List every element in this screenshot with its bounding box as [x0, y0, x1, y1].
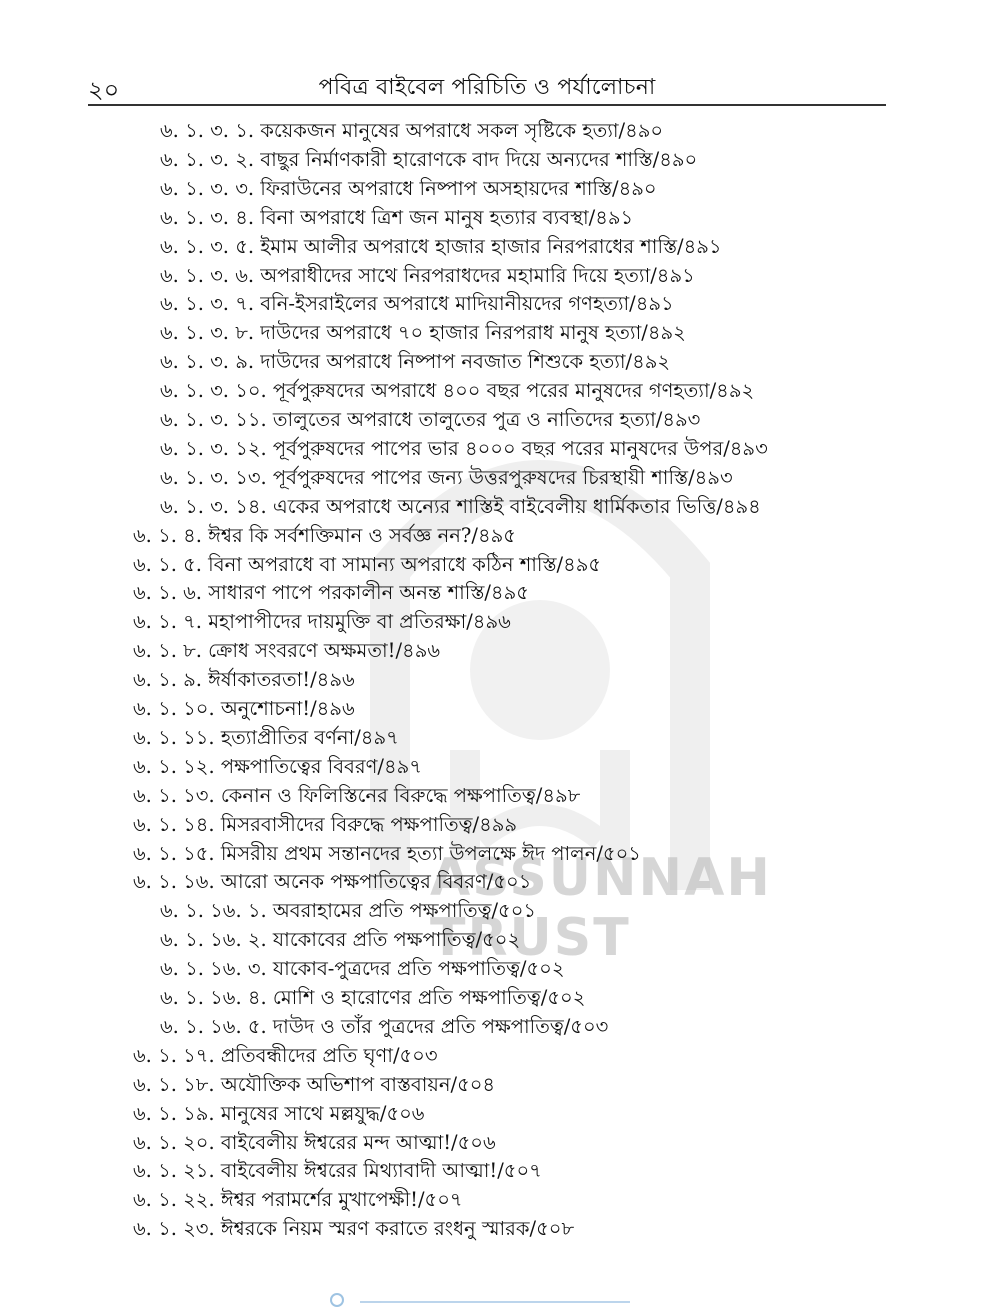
toc-entry: ৬. ১. ২৩. ঈশ্বরকে নিয়ম স্মরণ করাতে রংধনু স্মারক/৫০৮: [133, 1217, 575, 1241]
toc-entry: ৬. ১. ৩. ১২. পূর্বপুরুষদের পাপের ভার ৪০০০ বছর পরের মানুষদের উপর/৪৯৩: [160, 436, 768, 460]
toc-entry: ৬. ১. ১৭. প্রতিবন্ধীদের প্রতি ঘৃণা/৫০৩: [133, 1043, 438, 1067]
page-number: ২০: [88, 76, 120, 104]
toc-entry: ৬. ১. ৫. বিনা অপরাধে বা সামান্য অপরাধে কঠিন শাস্তি/৪৯৫: [133, 552, 602, 576]
toc-entry: ৬. ১. ১৮. অযৌক্তিক অভিশাপ বাস্তবায়ন/৫০৪: [133, 1072, 496, 1096]
toc-entry: ৬. ১. ২০. বাইবেলীয় ঈশ্বরের মন্দ আত্মা!/৫০৬: [133, 1130, 496, 1154]
toc-entry: ৬. ১. ৩. ১৪. একের অপরাধে অন্যের শাস্তিই বাইবেলীয় ধার্মিকতার ভিত্তি/৪৯৪: [160, 494, 761, 518]
toc-entry: ৬. ১. ৩. ৯. দাউদের অপরাধে নিষ্পাপ নবজাত শিশুকে হত্যা/৪৯২: [160, 350, 671, 374]
toc-entry: ৬. ১. ১৬. ৫. দাউদ ও তাঁর পুত্রদের প্রতি পক্ষপাতিত্ব/৫০৩: [160, 1014, 609, 1038]
footer-divider: [360, 1301, 630, 1303]
book-title: পবিত্র বাইবেল পরিচিতি ও পর্যালোচনা: [318, 75, 656, 100]
toc-entry: ৬. ১. ৯. ঈর্ষাকাতরতা!/৪৯৬: [133, 668, 355, 692]
toc-entry: ৬. ১. ৮. ক্রোধ সংবরণে অক্ষমতা!/৪৯৬: [133, 639, 441, 663]
toc-entry: ৬. ১. ৩. ৮. দাউদের অপরাধে ৭০ হাজার নিরপরাধ মানুষ হত্যা/৪৯২: [160, 321, 686, 345]
toc-entry: ৬. ১. ১৩. কেনান ও ফিলিস্তিনের বিরুদ্ধে পক্ষপাতিত্ব/৪৯৮: [133, 783, 581, 807]
toc-entry: ৬. ১. ২২. ঈশ্বর পরামর্শের মুখাপেক্ষী!/৫০৭: [133, 1188, 463, 1212]
toc-entry: ৬. ১. ২১. বাইবেলীয় ঈশ্বরের মিথ্যাবাদী আত্মা!/৫০৭: [133, 1159, 542, 1183]
toc-entry: ৬. ১. ১৬. ২. যাকোবের প্রতি পক্ষপাতিত্ব/৫০২: [160, 928, 521, 952]
toc-entry: ৬. ১. ১০. অনুশোচনা!/৪৯৬: [133, 697, 355, 720]
page-header: [88, 70, 886, 106]
toc-entry: ৬. ১. ৩. ১৩. পূর্বপুরুষদের পাপের জন্য উত্তরপুরুষদের চিরস্থায়ী শাস্তি/৪৯৩: [160, 465, 733, 489]
toc-entry: ৬. ১. ৩. ৪. বিনা অপরাধে ত্রিশ জন মানুষ হত্যার ব্যবস্থা/৪৯১: [160, 205, 634, 229]
toc-entry: ৬. ১. ৩. ৬. অপরাধীদের সাথে নিরপরাধদের মহামারি দিয়ে হত্যা/৪৯১: [160, 263, 695, 287]
toc-entry: ৬. ১. ১৪. মিসরবাসীদের বিরুদ্ধে পক্ষপাতিত্ব/৪৯৯: [133, 812, 518, 836]
watermark-text: ASSUNNAH TRUST: [430, 848, 772, 968]
toc-entry: ৬. ১. ১৬. ৪. মোশি ও হারোণের প্রতি পক্ষপাতিত্ব/৫০২: [160, 986, 586, 1009]
toc-entry: ৬. ১. ৩. ৩. ফিরাউনের অপরাধে নিষ্পাপ অসহায়দের শাস্তি/৪৯০: [160, 176, 657, 200]
toc-entry: ৬. ১. ১৫. মিসরীয় প্রথম সন্তানদের হত্যা উপলক্ষে ঈদ পালন/৫০১: [133, 841, 641, 865]
toc-entry: ৬. ১. ১৬. আরো অনেক পক্ষপাতিত্বের বিবরণ/৫০১: [133, 870, 532, 894]
toc-entry: ৬. ১. ৩. ১. কয়েকজন মানুষের অপরাধে সকল সৃষ্টিকে হত্যা/৪৯০: [160, 119, 664, 142]
globe-icon: [330, 1293, 344, 1307]
toc-entry: ৬. ১. ৩. ১১. তালুতের অপরাধে তালুতের পুত্র ও নাতিদের হত্যা/৪৯৩: [160, 408, 701, 431]
toc-entry: ৬. ১. ১১. হত্যাপ্রীতির বর্ণনা/৪৯৭: [133, 725, 399, 749]
toc-entry: ৬. ১. ১৬. ৩. যাকোব-পুত্রদের প্রতি পক্ষপাতিত্ব/৫০২: [160, 957, 565, 981]
toc-entry: ৬. ১. ৭. মহাপাপীদের দায়মুক্তি বা প্রতিরক্ষা/৪৯৬: [133, 610, 511, 634]
toc-entry: ৬. ১. ৩. ১০. পূর্বপুরুষদের অপরাধে ৪০০ বছর পরের মানুষদের গণহত্যা/৪৯২: [160, 379, 755, 403]
toc-entry: ৬. ১. ৪. ঈশ্বর কি সর্বশক্তিমান ও সর্বজ্ঞ নন?/৪৯৫: [133, 523, 516, 547]
toc-entry: ৬. ১. ৩. ৫. ইমাম আলীর অপরাধে হাজার হাজার নিরপরাধের শাস্তি/৪৯১: [160, 234, 722, 258]
toc-entry: ৬. ১. ১৯. মানুষের সাথে মল্লযুদ্ধ/৫০৬: [133, 1101, 425, 1125]
toc-entry: ৬. ১. ৩. ৭. বনি-ইসরাইলের অপরাধে মাদিয়ানীয়দের গণহত্যা/৪৯১: [160, 292, 674, 316]
footer-logo: [330, 1293, 660, 1307]
toc-entry: ৬. ১. ১৬. ১. অবরাহামের প্রতি পক্ষপাতিত্ব/৫০১: [160, 899, 537, 923]
toc-entry: ৬. ১. ৬. সাধারণ পাপে পরকালীন অনন্ত শাস্তি/৪৯৫: [133, 581, 529, 605]
toc-entry: ৬. ১. ৩. ২. বাছুর নির্মাণকারী হারোণকে বাদ দিয়ে অন্যদের শাস্তি/৪৯০: [160, 147, 698, 171]
toc-entry: ৬. ১. ১২. পক্ষপাতিত্বের বিবরণ/৪৯৭: [133, 754, 422, 778]
